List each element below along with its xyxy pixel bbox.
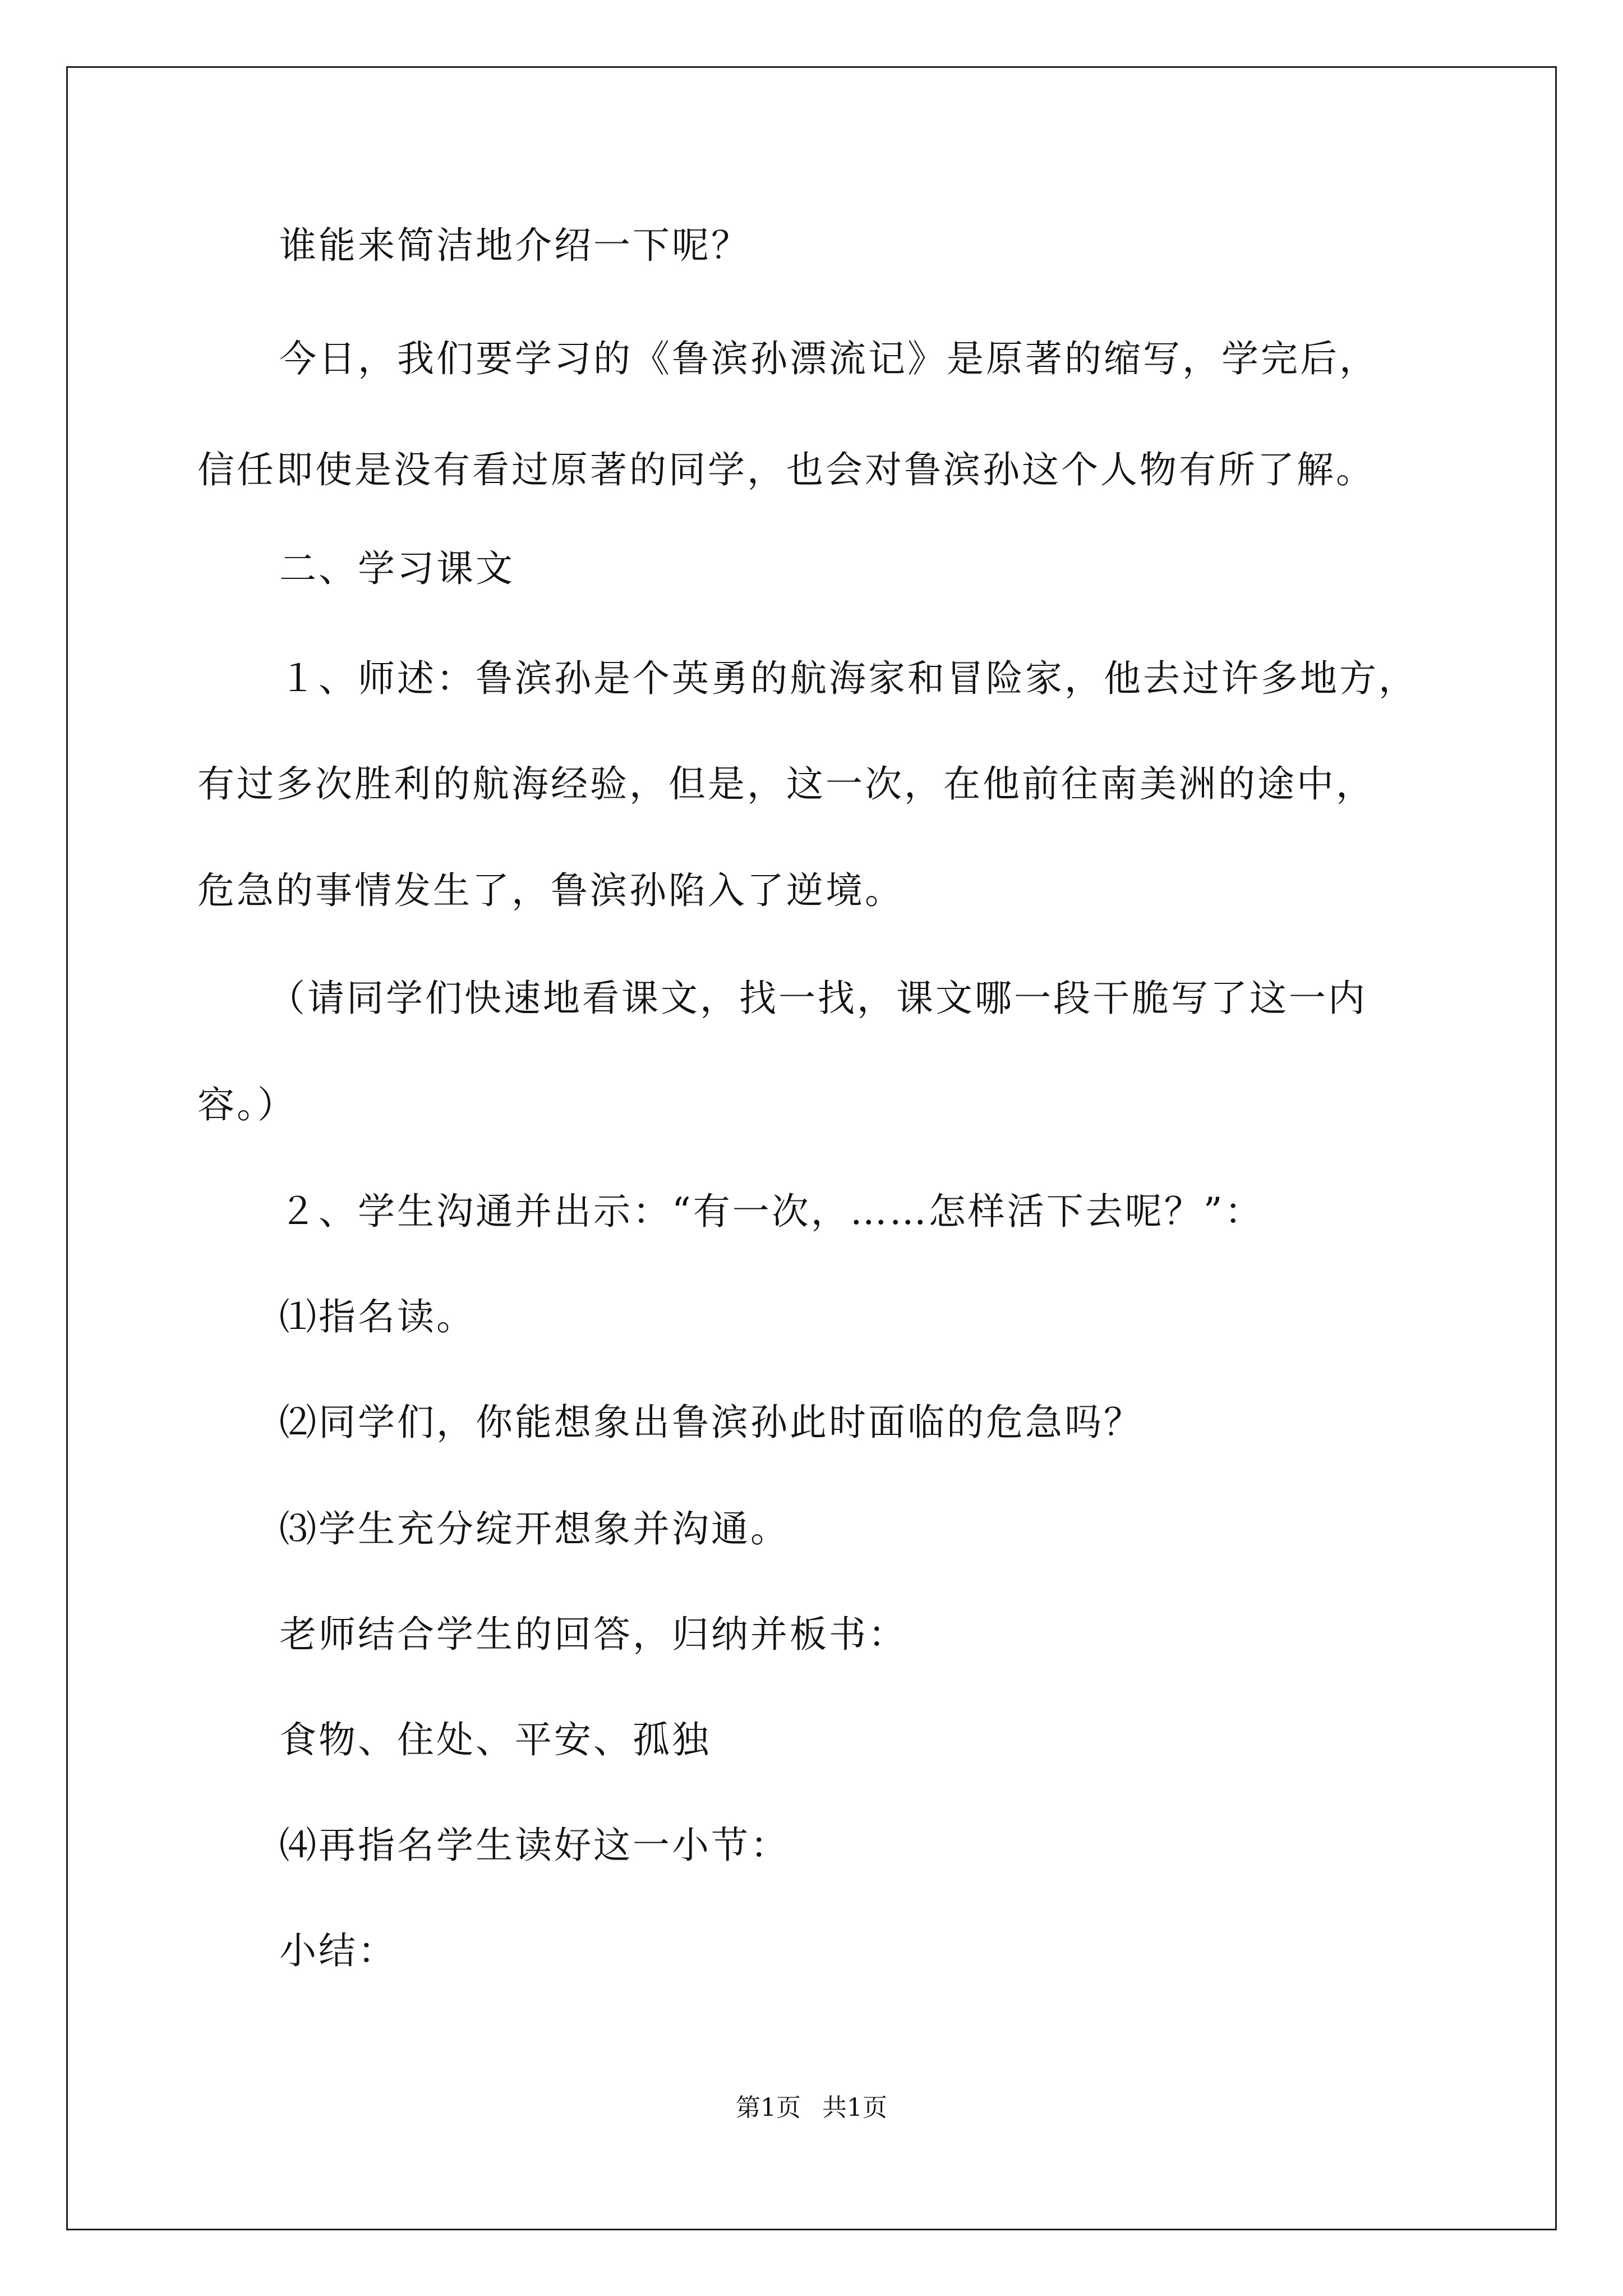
list-item: ⑶学生充分绽开想象并沟通。 <box>279 1507 790 1550</box>
text-line: 小结： <box>279 1929 397 1972</box>
list-item: ⑷再指名学生读好这一小节： <box>279 1824 790 1867</box>
text-line: ２、学生沟通并出示：“有一次，……怎样活下去呢？”： <box>279 1190 1264 1233</box>
text-line: 信任即使是没有看过原著的同学，也会对鲁滨孙这个人物有所了解。 <box>197 448 1375 491</box>
text-line: （请同学们快速地看课文，找一找，课文哪一段干脆写了这一内 <box>268 977 1367 1020</box>
text-line: １、师述：鲁滨孙是个英勇的航海家和冒险家，他去过许多地方， <box>279 657 1418 700</box>
page-border <box>66 66 1557 2230</box>
text-line: 谁能来简洁地介绍一下呢？ <box>279 224 750 267</box>
page-total: 共1页 <box>822 2093 887 2122</box>
text-line: 今日，我们要学习的《鲁滨孙漂流记》是原著的缩写，学完后， <box>279 337 1378 380</box>
text-line: 老师结合学生的回答，归纳并板书： <box>279 1613 907 1656</box>
text-line: 危急的事情发生了，鲁滨孙陷入了逆境。 <box>197 869 904 912</box>
list-item: ⑴指名读。 <box>279 1295 476 1338</box>
text-line: 容。） <box>197 1083 297 1126</box>
section-heading: 二、学习课文 <box>279 547 515 590</box>
text-line: 有过多次胜利的航海经验，但是，这一次，在他前往南美洲的途中， <box>197 762 1375 806</box>
page-number: 第1页 <box>736 2093 801 2122</box>
list-item: ⑵同学们，你能想象出鲁滨孙此时面临的危急吗？ <box>279 1401 1143 1444</box>
page-footer <box>0 2092 1623 2124</box>
text-line: 食物、住处、平安、孤独 <box>279 1718 711 1761</box>
